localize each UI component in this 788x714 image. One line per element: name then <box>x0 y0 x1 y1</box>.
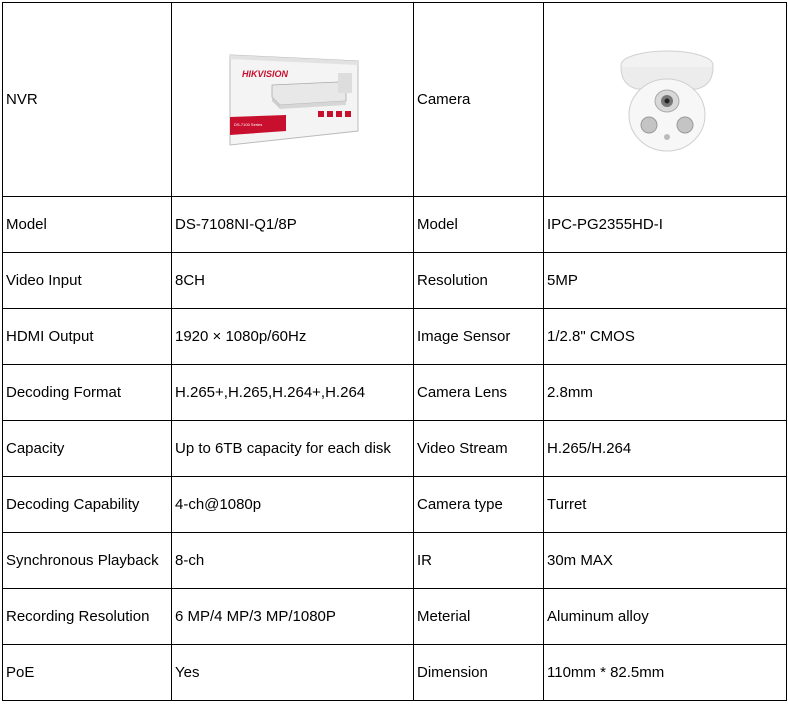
nvr-spec-key: Recording Resolution <box>3 589 172 645</box>
nvr-spec-key: PoE <box>3 645 172 701</box>
svg-text:DS-7100 Series: DS-7100 Series <box>234 121 263 127</box>
table-row <box>3 365 787 421</box>
nvr-spec-key: Synchronous Playback <box>3 533 172 589</box>
nvr-spec-key: HDMI Output <box>3 309 172 365</box>
table-row <box>3 589 787 645</box>
nvr-spec-key: Decoding Format <box>3 365 172 421</box>
spec-table <box>2 2 787 701</box>
table-row <box>3 645 787 701</box>
camera-spec-key: Dimension <box>414 645 544 701</box>
camera-spec-value: 5MP <box>544 253 787 309</box>
nvr-label: NVR <box>3 3 172 197</box>
camera-spec-value: 110mm * 82.5mm <box>544 645 787 701</box>
nvr-spec-value: Up to 6TB capacity for each disk <box>172 421 414 477</box>
table-row <box>3 309 787 365</box>
camera-spec-value: 1/2.8" CMOS <box>544 309 787 365</box>
camera-spec-value: 30m MAX <box>544 533 787 589</box>
nvr-spec-key: Capacity <box>3 421 172 477</box>
camera-label: Camera <box>414 3 544 197</box>
camera-spec-value: Turret <box>544 477 787 533</box>
nvr-brand-logo: HIKVISION <box>242 68 289 79</box>
camera-spec-key: Video Stream <box>414 421 544 477</box>
table-row <box>3 421 787 477</box>
nvr-box-image <box>226 51 362 149</box>
nvr-spec-value: DS-7108NI-Q1/8P <box>172 197 414 253</box>
turret-camera-image <box>607 45 727 155</box>
table-row <box>3 197 787 253</box>
camera-spec-value: H.265/H.264 <box>544 421 787 477</box>
camera-spec-key: Camera type <box>414 477 544 533</box>
nvr-spec-value: 6 MP/4 MP/3 MP/1080P <box>172 589 414 645</box>
camera-image-cell <box>544 3 787 197</box>
nvr-spec-key: Decoding Capability <box>3 477 172 533</box>
table-row <box>3 253 787 309</box>
camera-spec-key: Resolution <box>414 253 544 309</box>
header-row <box>3 3 787 197</box>
camera-spec-key: Camera Lens <box>414 365 544 421</box>
nvr-image-cell <box>172 3 414 197</box>
nvr-spec-value: 1920 × 1080p/60Hz <box>172 309 414 365</box>
camera-spec-value: IPC-PG2355HD-I <box>544 197 787 253</box>
nvr-spec-key: Video Input <box>3 253 172 309</box>
camera-spec-key: Meterial <box>414 589 544 645</box>
camera-spec-key: Image Sensor <box>414 309 544 365</box>
nvr-spec-value: 8-ch <box>172 533 414 589</box>
table-row <box>3 533 787 589</box>
nvr-spec-key: Model <box>3 197 172 253</box>
camera-spec-key: Model <box>414 197 544 253</box>
nvr-spec-value: 8CH <box>172 253 414 309</box>
camera-spec-value: Aluminum alloy <box>544 589 787 645</box>
table-row <box>3 477 787 533</box>
camera-spec-value: 2.8mm <box>544 365 787 421</box>
camera-spec-key: IR <box>414 533 544 589</box>
nvr-spec-value: Yes <box>172 645 414 701</box>
nvr-spec-value: 4-ch@1080p <box>172 477 414 533</box>
nvr-spec-value: H.265+,H.265,H.264+,H.264 <box>172 365 414 421</box>
